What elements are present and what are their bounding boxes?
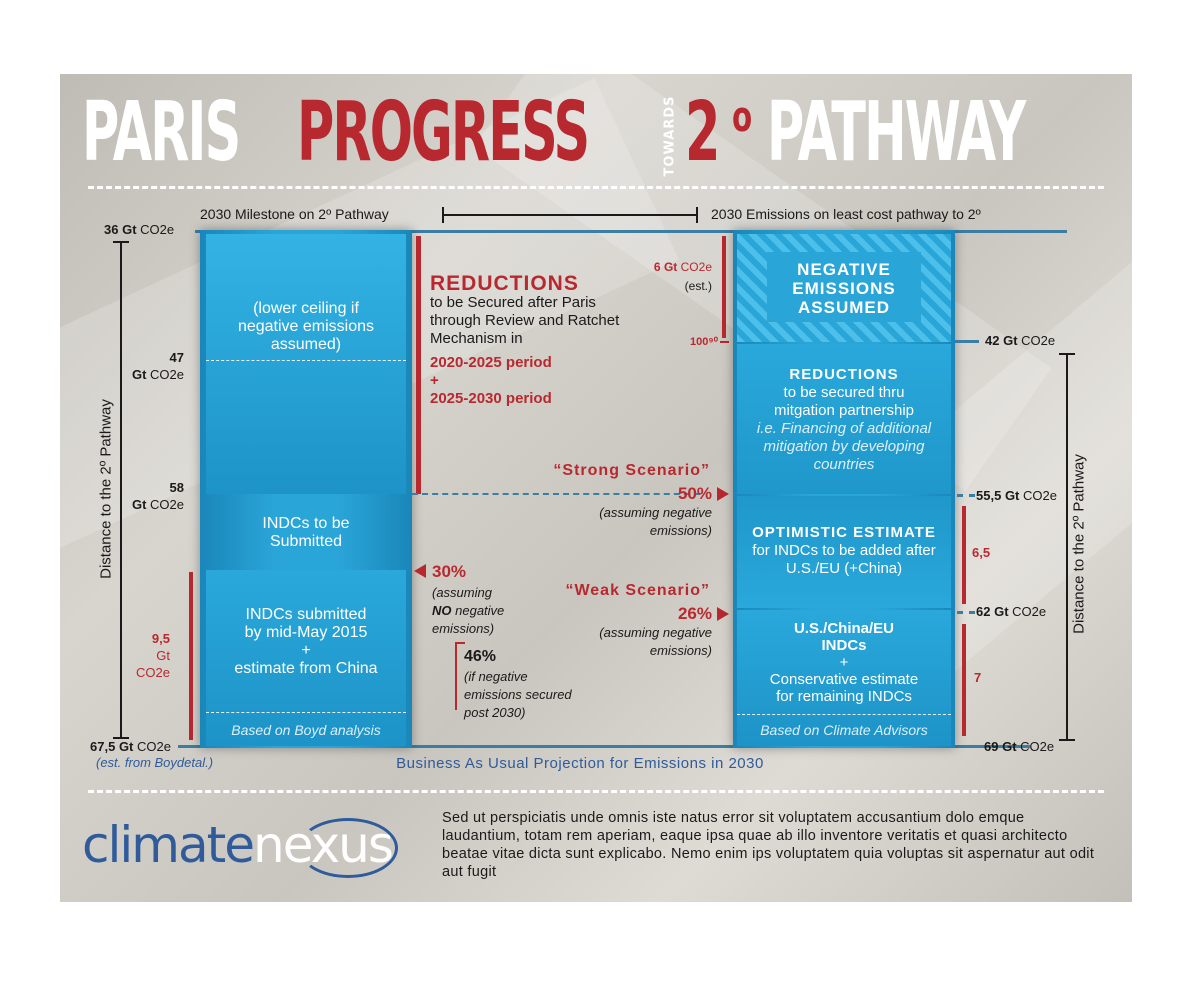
six-gt-bar xyxy=(722,236,726,338)
footer-body: Sed ut perspiciatis unde omnis iste natus error sit voluptatem accusantium dolo emque laudantium, totam rem aperiam, eaque ipsa quae ab illo inventore veritatis et quasi architecto beatae vitae dicta sunt explicabo. Nemo enim ips voluptatem quia voluptas sit aspernatur aut odit aut fugit xyxy=(442,810,1095,880)
pct46-bracket xyxy=(455,642,457,710)
climatenexus-logo: climatenexus xyxy=(82,816,392,874)
negative-emissions-title: NEGATIVE EMISSIONS ASSUMED xyxy=(792,260,896,317)
left-bar xyxy=(200,230,412,748)
pct46-note: (if negative emissions secured post 2030) xyxy=(464,669,572,720)
reductions-text: to be Secured after Paris through Review and Ratchet Mechanism in xyxy=(430,294,620,347)
right-reductions-text: REDUCTIONS to be secured thru mitgation partnership i.e. Financing of additional mitigation by developing countries xyxy=(756,366,932,473)
weak-note: (assuming negative emissions) xyxy=(599,625,712,658)
header-right: 2030 Emissions on least cost pathway to 2º xyxy=(711,206,981,222)
right-axis-62: 62 Gt CO2e xyxy=(976,604,1047,619)
title-degree: o xyxy=(732,92,753,141)
pct30-note: (assuming NO negative emissions) xyxy=(432,585,505,636)
right-axis-555: 55,5 Gt CO2e xyxy=(976,488,1057,503)
weak-arrow xyxy=(717,607,729,621)
bau-label: Business As Usual Projection for Emissions in 2030 xyxy=(396,755,764,772)
title-divider xyxy=(88,186,1104,189)
header-connector xyxy=(442,214,698,216)
strong-arrow xyxy=(717,487,729,501)
left-axis-47: 47 Gt CO2e xyxy=(131,350,184,382)
left-ceiling-block xyxy=(206,234,406,494)
left-axis-note: (est. from Boydetal.) xyxy=(96,755,214,770)
left-ceiling-text: (lower ceiling if negative emissions assumed) xyxy=(237,300,375,353)
right-red-label-1: 6,5 xyxy=(972,545,991,560)
left-distance-label: Distance to the 2º Pathway xyxy=(97,399,115,579)
right-distance-label: Distance to the 2º Pathway xyxy=(1070,454,1088,634)
pct46: 46% xyxy=(464,648,497,665)
title-progress: PROGRESS xyxy=(297,85,589,180)
right-axis-69: 69 Gt CO2e xyxy=(984,739,1055,754)
right-axis-42: 42 Gt CO2e xyxy=(985,333,1056,348)
six-gt-label: 6 Gt CO2e xyxy=(653,260,712,274)
six-gt-est: (est.) xyxy=(684,279,712,293)
middle-red-bar xyxy=(416,236,421,494)
reductions-periods: 2020-2025 period + 2025-2030 period xyxy=(430,354,552,407)
title-towards: TOWARDS xyxy=(662,95,678,177)
left-axis-67: 67,5 Gt CO2e xyxy=(90,739,171,754)
hundred-label: 100⁹⁰ xyxy=(690,336,718,348)
weak-pct: 26% xyxy=(677,604,712,623)
left-to-submit-text: INDCs to be Submitted xyxy=(262,515,350,550)
left-bar-footer: Based on Boyd analysis xyxy=(231,722,381,738)
right-red-label-2: 7 xyxy=(974,670,982,685)
left-submitted-text: INDCs submitted by mid-May 2015 + estimate from China xyxy=(234,606,378,677)
strong-title: “Strong Scenario” xyxy=(553,462,710,479)
right-red-bar-2 xyxy=(962,624,966,736)
weak-title: “Weak Scenario” xyxy=(565,582,710,599)
pct30: 30% xyxy=(432,562,467,581)
right-bar xyxy=(733,230,955,748)
right-red-bar-1 xyxy=(962,506,966,604)
right-bar-footer: Based on Climate Advisors xyxy=(760,722,928,738)
title-pathway: PATHWAY xyxy=(767,85,1025,180)
infographic xyxy=(60,74,1132,902)
strong-note: (assuming negative emissions) xyxy=(599,505,712,538)
title-two: 2 xyxy=(685,85,719,180)
right-distance-line xyxy=(1066,354,1068,740)
left-axis-36: 36 Gt CO2e xyxy=(104,222,175,237)
header-left: 2030 Milestone on 2º Pathway xyxy=(200,206,389,222)
left-axis-58: 58 Gt CO2e xyxy=(131,480,184,512)
optimistic-text: OPTIMISTIC ESTIMATE for INDCs to be added after U.S./EU (+China) xyxy=(752,524,936,577)
us-china-eu-text: U.S./China/EU INDCs + Conservative estimate for remaining INDCs xyxy=(769,620,919,705)
footer-divider xyxy=(88,790,1104,793)
title-paris: PARIS xyxy=(82,85,240,180)
reductions-title: REDUCTIONS xyxy=(430,272,579,295)
logo-swoosh xyxy=(298,818,398,878)
strong-pct: 50% xyxy=(677,484,712,503)
pct30-arrow xyxy=(414,564,426,578)
left-red-label: 9,5 Gt CO2e xyxy=(136,631,170,680)
left-red-bar xyxy=(189,572,193,740)
